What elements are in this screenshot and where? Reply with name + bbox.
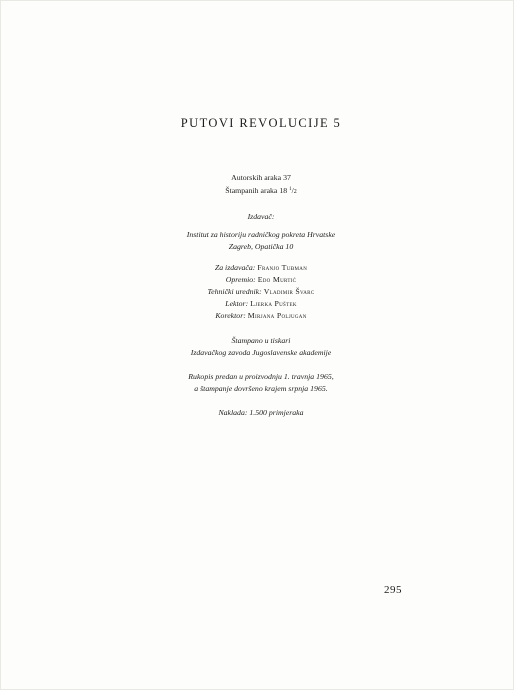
page-number: 295 [384,584,402,596]
printed-sheets-text: Štampanih araka 18 [225,186,288,195]
publisher-name: Institut za historiju radničkog pokreta Hrvatske [186,230,336,239]
staff-name: Franjo Tuđman [257,263,308,272]
series-title: PUTOVI REVOLUCIJE 5 [180,116,342,130]
staff-row [8,286,514,298]
printing-line: a štampanje dovršeno krajem srpnja 1965. [194,384,328,393]
staff-name: Ljerka Puštek [250,299,297,308]
publisher-heading: Izdavač: [247,212,275,221]
staff-role: Za izdavača: [214,263,256,272]
publisher-address: Zagreb, Opatička 10 [228,242,294,251]
staff-role: Lektor: [225,299,249,308]
edition-block [0,407,514,419]
printed-sheets: Štampanih araka 18 $^1$/2 [225,186,297,195]
staff-row [8,298,514,310]
manuscript-line: Rukopis predan u proizvodnju 1. travnja 1965, [188,372,334,381]
staff-role: Korektor: [215,311,246,320]
staff-name: Edo Murtić [257,275,297,284]
author-sheets: Autorskih araka 37 [231,173,291,182]
printed-sheets-fraction-den: 2 [293,189,297,195]
publisher-block [0,211,514,253]
edition-size: Naklada: 1.500 primjeraka [218,408,304,417]
staff-block [0,262,514,322]
printer-block [0,335,514,359]
staff-row [8,274,514,286]
staff-name: Vladimir Švarc [263,287,315,296]
printer-name: Izdavačkog zavoda Jugoslavenske akademije [190,348,332,357]
staff-role: Opremio: [225,275,256,284]
printed-sheets-fraction-num: 1 [289,187,292,192]
sheet-stats [0,172,514,198]
staff-row [8,310,514,322]
staff-name: Mirjana Poljugan [247,311,307,320]
manuscript-block [0,371,514,395]
staff-role: Tehnički urednik: [207,287,262,296]
staff-row [8,262,514,274]
printer-line: Štampano u tiskari [231,336,291,345]
